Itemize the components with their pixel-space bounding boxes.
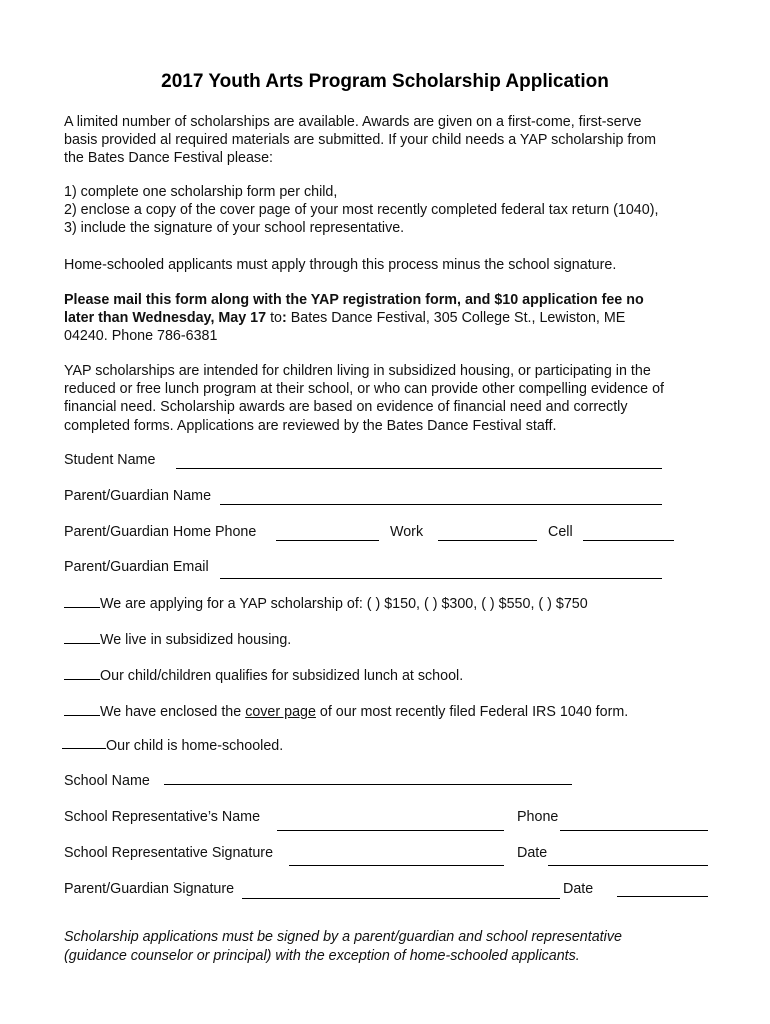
mail-instructions	[64, 291, 714, 346]
school-name-label: School Name	[64, 773, 150, 789]
intro-line: basis provided al required materials are submitted. If your child needs a YAP scholarship from	[64, 132, 657, 149]
tax-return-text-before: We have enclosed the	[100, 704, 246, 720]
subsidized-housing-text: We live in subsidized housing.	[100, 632, 292, 648]
mail-line-1: Please mail this form along with the YAP registration form, and $10 application fee no	[64, 292, 644, 308]
subsidized-housing-item	[64, 630, 291, 649]
rep-date-label: Date	[517, 845, 548, 861]
tax-return-text-after: of our most recently filed Federal IRS 1040 form.	[315, 704, 629, 720]
home-phone-field[interactable]	[276, 540, 379, 541]
mail-line-3: 04240. Phone 786-6381	[64, 328, 218, 345]
step-item: 2) enclose a copy of the cover page of your most recently completed federal tax return (1040),	[64, 202, 659, 219]
tax-return-item	[64, 702, 628, 721]
step-item: 3) include the signature of your school representative.	[64, 220, 405, 237]
school-name-field[interactable]	[164, 784, 572, 785]
deadline: later than Wednesday, May 17	[64, 310, 267, 327]
guardian-date-field[interactable]	[617, 896, 708, 897]
scholarship-amount-text: We are applying for a YAP scholarship of: ( ) $150, ( ) $300, ( ) $550, ( ) $750	[100, 596, 588, 612]
page-title: 2017 Youth Arts Program Scholarship Application	[161, 71, 609, 92]
homeschool-check-blank[interactable]	[62, 748, 106, 749]
guardian-name-label: Parent/Guardian Name	[64, 488, 212, 504]
cover-page-underlined: cover page	[245, 704, 316, 720]
footer-line: Scholarship applications must be signed by a parent/guardian and school representative	[64, 929, 622, 946]
homeschooled-text: Our child is home-schooled.	[106, 738, 284, 754]
guardian-name-field[interactable]	[220, 504, 662, 505]
work-phone-field[interactable]	[438, 540, 537, 541]
rep-phone-label: Phone	[517, 809, 559, 825]
homeschool-note	[64, 256, 714, 274]
mail-line-2	[64, 309, 714, 327]
homeschool-note-text: Home-schooled applicants must apply through this process minus the school signature.	[64, 257, 617, 273]
steps-list	[64, 183, 714, 238]
guardian-signature-label: Parent/Guardian Signature	[64, 881, 235, 897]
intro-line: A limited number of scholarships are available. Awards are given on a first-come, first-serve	[64, 114, 642, 130]
subsidized-lunch-item	[64, 666, 463, 685]
eligibility-paragraph	[64, 362, 714, 435]
mail-to: to	[266, 310, 282, 327]
housing-check-blank[interactable]	[64, 630, 100, 644]
student-name-label: Student Name	[64, 452, 156, 468]
student-name-field[interactable]	[176, 468, 662, 469]
step-item: 1) complete one scholarship form per child,	[64, 184, 338, 200]
eligibility-line: YAP scholarships are intended for children living in subsidized housing, or participating in the	[64, 363, 651, 379]
guardian-date-label: Date	[563, 881, 594, 897]
email-field[interactable]	[220, 578, 662, 579]
rep-signature-field[interactable]	[289, 865, 504, 866]
email-label: Parent/Guardian Email	[64, 559, 209, 575]
eligibility-line: financial need. Scholarship awards are based on evidence of financial need and correctly	[64, 399, 628, 416]
amount-check-blank[interactable]	[64, 594, 100, 608]
eligibility-line: reduced or free lunch program at their school, or who can provide other compelling evidence of	[64, 381, 665, 398]
intro-line: the Bates Dance Festival please:	[64, 150, 274, 167]
home-phone-label: Parent/Guardian Home Phone	[64, 524, 257, 540]
mail-colon: :	[282, 310, 287, 327]
rep-phone-field[interactable]	[560, 830, 708, 831]
signature-requirement-note	[64, 928, 714, 966]
rep-name-label: School Representative’s Name	[64, 809, 261, 825]
guardian-signature-field[interactable]	[242, 898, 560, 899]
cell-phone-label: Cell	[548, 524, 573, 540]
subsidized-lunch-text: Our child/children qualifies for subsidized lunch at school.	[100, 668, 464, 684]
rep-date-field[interactable]	[548, 865, 708, 866]
mail-address: Bates Dance Festival, 305 College St., Lewiston, ME	[286, 310, 626, 327]
scholarship-amount-item	[64, 594, 588, 613]
rep-signature-label: School Representative Signature	[64, 845, 274, 861]
work-phone-label: Work	[390, 524, 424, 540]
tax-check-blank[interactable]	[64, 702, 100, 716]
rep-name-field[interactable]	[277, 830, 504, 831]
eligibility-line: completed forms. Applications are reviewed by the Bates Dance Festival staff.	[64, 417, 557, 434]
lunch-check-blank[interactable]	[64, 666, 100, 680]
footer-line: (guidance counselor or principal) with the exception of home-schooled applicants.	[64, 948, 580, 965]
intro-paragraph	[64, 113, 714, 168]
cell-phone-field[interactable]	[583, 540, 674, 541]
